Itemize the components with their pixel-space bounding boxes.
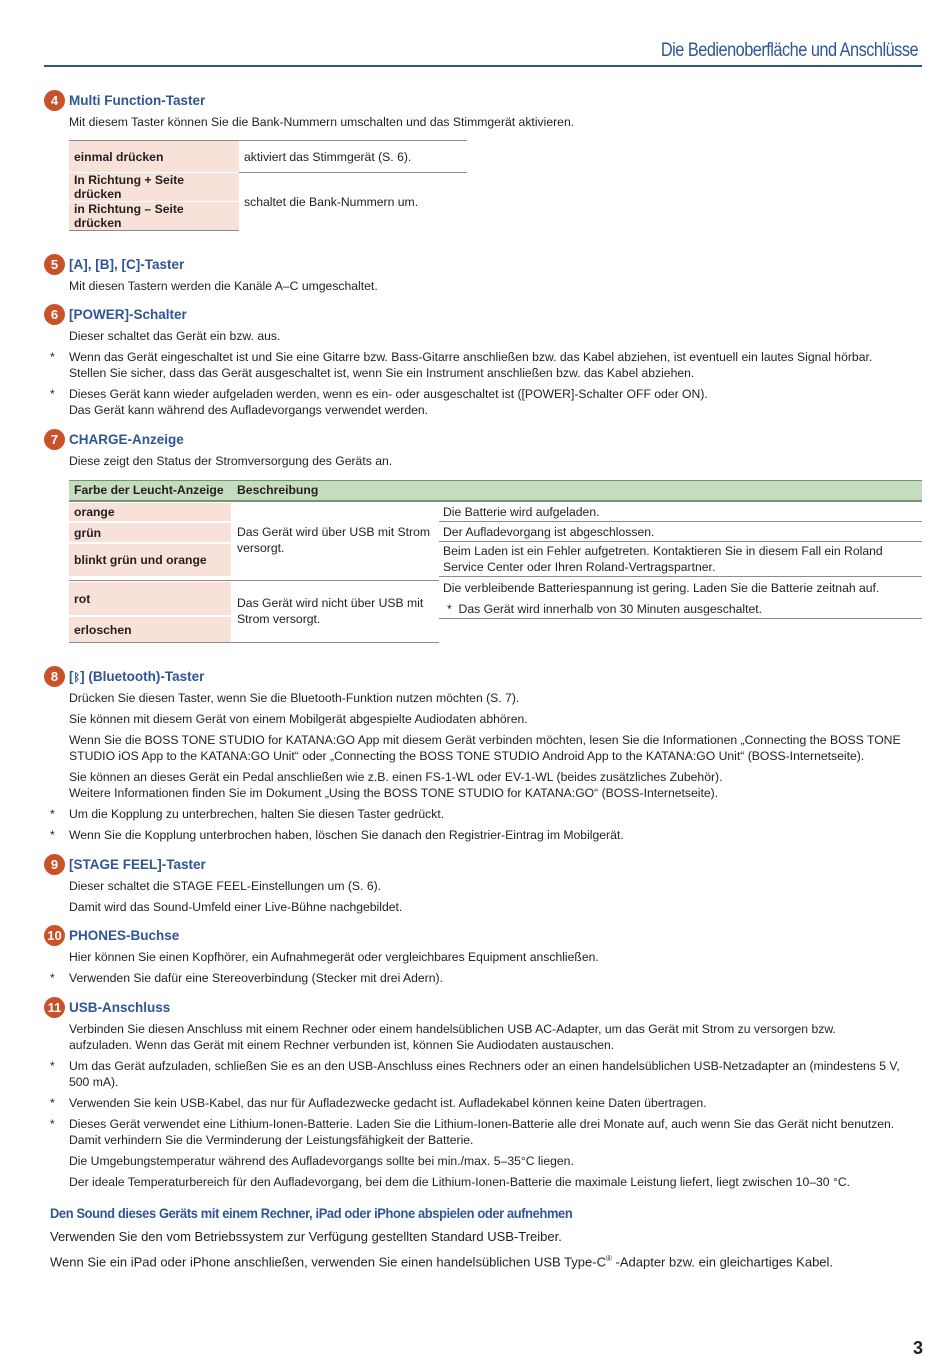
asterisk: *	[50, 1096, 55, 1110]
table-cell-label: in Richtung – Seite drücken	[69, 202, 239, 231]
indicator-green: grün	[69, 523, 231, 542]
section-number-badge: 8	[44, 666, 65, 687]
note	[50, 1058, 922, 1090]
note-line: Dieses Gerät verwendet eine Lithium-Ionen-Batterie. Laden Sie die Lithium-Ionen-Batterie alle drei Monate auf, auch wenn Sie das Gerät nicht benutzen.	[69, 1117, 895, 1131]
section-title: Multi Function-Taster	[69, 92, 206, 108]
description-orange: Die Batterie wird aufgeladen.	[443, 505, 600, 519]
asterisk: *	[50, 828, 55, 842]
paragraph: Damit wird das Sound-Umfeld einer Live-Bühne nachgebildet.	[69, 900, 403, 914]
paragraph	[69, 732, 922, 764]
section-bluetooth-button	[44, 665, 922, 843]
table-cell-label: In Richtung + Seite drücken	[69, 173, 239, 202]
paragraph: Verwenden Sie den vom Betriebssystem zur Verfügung gestellten Standard USB-Treiber.	[50, 1229, 562, 1244]
note-line: Dieses Gerät kann wieder aufgeladen werden, wenn es ein- oder ausgeschaltet ist ([POWER]-Schalter OFF oder ON).	[69, 387, 708, 401]
table-header-color: Farbe der Leucht-Anzeige	[74, 483, 224, 497]
note-line: Verwenden Sie dafür eine Stereoverbindung (Stecker mit drei Adern).	[69, 971, 443, 985]
table-row	[69, 173, 467, 202]
section-power-switch	[44, 303, 922, 418]
table-header	[69, 480, 922, 501]
paragraph-part: Wenn Sie ein iPad oder iPhone anschließen, verwenden Sie einen handelsüblichen USB Type-C	[50, 1254, 606, 1270]
section-stage-feel-button	[44, 853, 922, 915]
asterisk: *	[50, 1059, 55, 1073]
table-row	[69, 141, 467, 173]
usb-powered-text: Das Gerät wird über USB mit Strom versorgt.	[237, 525, 431, 555]
paragraph: Hier können Sie einen Kopfhörer, ein Aufnahmegerät oder vergleichbares Equipment anschließen.	[69, 950, 599, 964]
divider	[439, 576, 922, 577]
section-title: PHONES-Buchse	[69, 927, 180, 943]
paragraph	[69, 1021, 922, 1053]
note-text: Das Gerät wird innerhalb von 30 Minuten ausgeschaltet.	[458, 602, 763, 616]
section-usb-port	[44, 996, 922, 1190]
note	[50, 1116, 922, 1148]
section-abc-buttons	[44, 253, 922, 294]
divider	[69, 501, 232, 502]
paragraph: Drücken Sie diesen Taster, wenn Sie die Bluetooth-Funktion nutzen möchten (S. 7).	[69, 691, 520, 705]
section-title: [STAGE FEEL]-Taster	[69, 856, 206, 872]
table-cell-value: schaltet die Bank-Nummern um.	[239, 173, 467, 231]
divider	[439, 541, 922, 542]
note-line: Stellen Sie sicher, dass das Gerät ausgeschaltet ist, wenn Sie ein Instrument anschließen bzw. das Kabel abziehen.	[69, 366, 695, 380]
divider	[232, 642, 439, 643]
paragraph-line: Weitere Informationen finden Sie im Dokument „Using the BOSS TONE STUDIO for KATANA:GO“ (BOSS-Internetseite).	[69, 786, 719, 800]
section-charge-indicator	[44, 428, 922, 469]
indicator-off: erloschen	[69, 617, 231, 642]
divider	[232, 580, 439, 581]
table-cell-value: aktiviert das Stimmgerät (S. 6).	[239, 141, 467, 173]
asterisk: *	[447, 602, 452, 616]
paragraph	[50, 1250, 833, 1270]
section-description: Mit diesem Taster können Sie die Bank-Nummern umschalten und das Stimmgerät aktivieren.	[69, 115, 575, 129]
paragraph-line: Verbinden Sie diesen Anschluss mit einem Rechner oder einem handelsüblichen USB AC-Adapter, um das Gerät mit Strom zu versorgen bzw.	[69, 1022, 836, 1036]
section-title	[69, 669, 204, 684]
note	[50, 827, 922, 843]
title-part: ] (Bluetooth)-Taster	[80, 668, 205, 684]
paragraph: Dieser schaltet die STAGE FEEL-Einstellungen um (S. 6).	[69, 879, 382, 893]
description-green: Der Aufladevorgang ist abgeschlossen.	[443, 525, 655, 539]
header-rule	[44, 65, 922, 67]
asterisk: *	[50, 971, 55, 985]
paragraph-line: aufzuladen. Wenn das Gerät mit einem Rechner verbunden ist, können Sie Audiodaten austauschen.	[69, 1038, 615, 1052]
paragraph: Der ideale Temperaturbereich für den Aufladevorgang, bei dem die Lithium-Ionen-Batterie die maximale Leistung liefert, liegt zwischen 10–30 °C.	[69, 1175, 851, 1189]
section-number-badge: 5	[44, 254, 65, 275]
paragraph-line: Sie können an dieses Gerät ein Pedal anschließen wie z.B. einen FS-1-WL oder EV-1-WL (beides zusätzliches Zubehör).	[69, 770, 723, 784]
divider	[439, 618, 922, 619]
note-line: Um das Gerät aufzuladen, schließen Sie es an den USB-Anschluss eines Rechners oder an einen handelsüblichen USB-Netzadapter an (mindestens 5 V,	[69, 1059, 900, 1073]
section-title: CHARGE-Anzeige	[69, 431, 184, 447]
bluetooth-icon: ᛒ	[73, 671, 81, 684]
section-title: USB-Anschluss	[69, 999, 171, 1015]
section-title: [POWER]-Schalter	[69, 306, 187, 322]
registered-mark: ®	[606, 1254, 612, 1263]
page-header-title: Die Bedienoberfläche und Anschlüsse	[660, 40, 918, 61]
section-description: Diese zeigt den Status der Stromversorgung des Geräts an.	[69, 454, 393, 468]
table-cell-label: einmal drücken	[69, 141, 239, 173]
section-number-badge: 10	[44, 925, 65, 946]
paragraph-line: STUDIO iOS App to the KATANA:GO Unit“ oder „Connecting the BOSS TONE STUDIO Android App to the KATANA:GO Unit“ (BOSS-Internetseite).	[69, 749, 865, 763]
section-number-badge: 6	[44, 304, 65, 325]
description-blinking: Beim Laden ist ein Fehler aufgetreten. Kontaktieren Sie in diesem Fall ein Roland Service Center oder Ihren Roland-Vertragspartner.	[443, 544, 883, 574]
asterisk: *	[50, 387, 55, 401]
note-line: Wenn Sie die Kopplung unterbrochen haben, löschen Sie danach den Registrier-Eintrag im Mobilgerät.	[69, 828, 624, 842]
paragraph: Sie können mit diesem Gerät von einem Mobilgerät abgespielte Audiodaten abhören.	[69, 712, 528, 726]
section-title: [A], [B], [C]-Taster	[69, 256, 185, 272]
indicator-orange: orange	[69, 503, 231, 521]
indicator-red: rot	[69, 582, 231, 615]
paragraph: Die Umgebungstemperatur während des Aufladevorgangs sollte bei min./max. 5–35°C liegen.	[69, 1154, 574, 1168]
divider	[439, 501, 922, 502]
note-line: Damit verhindern Sie die Verminderung der Leistungsfähigkeit der Batterie.	[69, 1133, 474, 1147]
section-number-badge: 9	[44, 854, 65, 875]
divider	[69, 580, 232, 581]
table-header-description: Beschreibung	[237, 483, 319, 497]
paragraph	[69, 769, 922, 801]
multi-function-table	[69, 140, 467, 231]
note-line: 500 mA).	[69, 1075, 119, 1089]
description-red: Die verbleibende Batteriespannung ist gering. Laden Sie die Batterie zeitnah auf.	[443, 581, 880, 595]
section-multi-function-button	[44, 89, 922, 130]
note	[50, 970, 922, 986]
subsection-heading: Den Sound dieses Geräts mit einem Rechner, iPad oder iPhone abspielen oder aufnehmen	[50, 1205, 573, 1221]
section-number-badge: 7	[44, 429, 65, 450]
section-number-badge: 11	[44, 997, 65, 1018]
note	[50, 349, 922, 381]
note	[50, 1095, 922, 1111]
paragraph-line: Wenn Sie die BOSS TONE STUDIO for KATANA:GO App mit diesem Gerät verbinden möchten, lesen Sie die Informationen „Connecting the BOSS TONE	[69, 733, 901, 747]
divider	[69, 642, 232, 643]
section-number-badge: 4	[44, 90, 65, 111]
indicator-blinking: blinkt grün und orange	[69, 544, 231, 576]
note-line: Verwenden Sie kein USB-Kabel, das nur für Aufladezwecke gedacht ist. Aufladekabel können keine Daten übertragen.	[69, 1096, 707, 1110]
section-description: Mit diesen Tastern werden die Kanäle A–C umgeschaltet.	[69, 279, 378, 293]
divider	[232, 501, 439, 502]
title-part: [	[69, 668, 74, 684]
usb-not-powered-text: Das Gerät wird nicht über USB mit Strom versorgt.	[237, 596, 424, 626]
asterisk: *	[50, 807, 55, 821]
note-line: Wenn das Gerät eingeschaltet ist und Sie eine Gitarre bzw. Bass-Gitarre anschließen bzw. das Kabel abziehen, ist eventuell ein lautes Signal hörbar.	[69, 350, 873, 364]
note	[50, 386, 922, 418]
section-description: Dieser schaltet das Gerät ein bzw. aus.	[69, 329, 281, 343]
divider	[439, 521, 922, 522]
asterisk: *	[50, 350, 55, 364]
description-red-note	[447, 601, 762, 617]
section-phones-jack	[44, 924, 922, 986]
page-number: 3	[912, 1338, 923, 1358]
note	[50, 806, 922, 822]
asterisk: *	[50, 1117, 55, 1131]
note-line: Das Gerät kann während des Aufladevorgangs verwendet werden.	[69, 403, 429, 417]
paragraph-part: -Adapter bzw. ein gleichartiges Kabel.	[611, 1254, 834, 1270]
note-line: Um die Kopplung zu unterbrechen, halten Sie diesen Taster gedrückt.	[69, 807, 445, 821]
